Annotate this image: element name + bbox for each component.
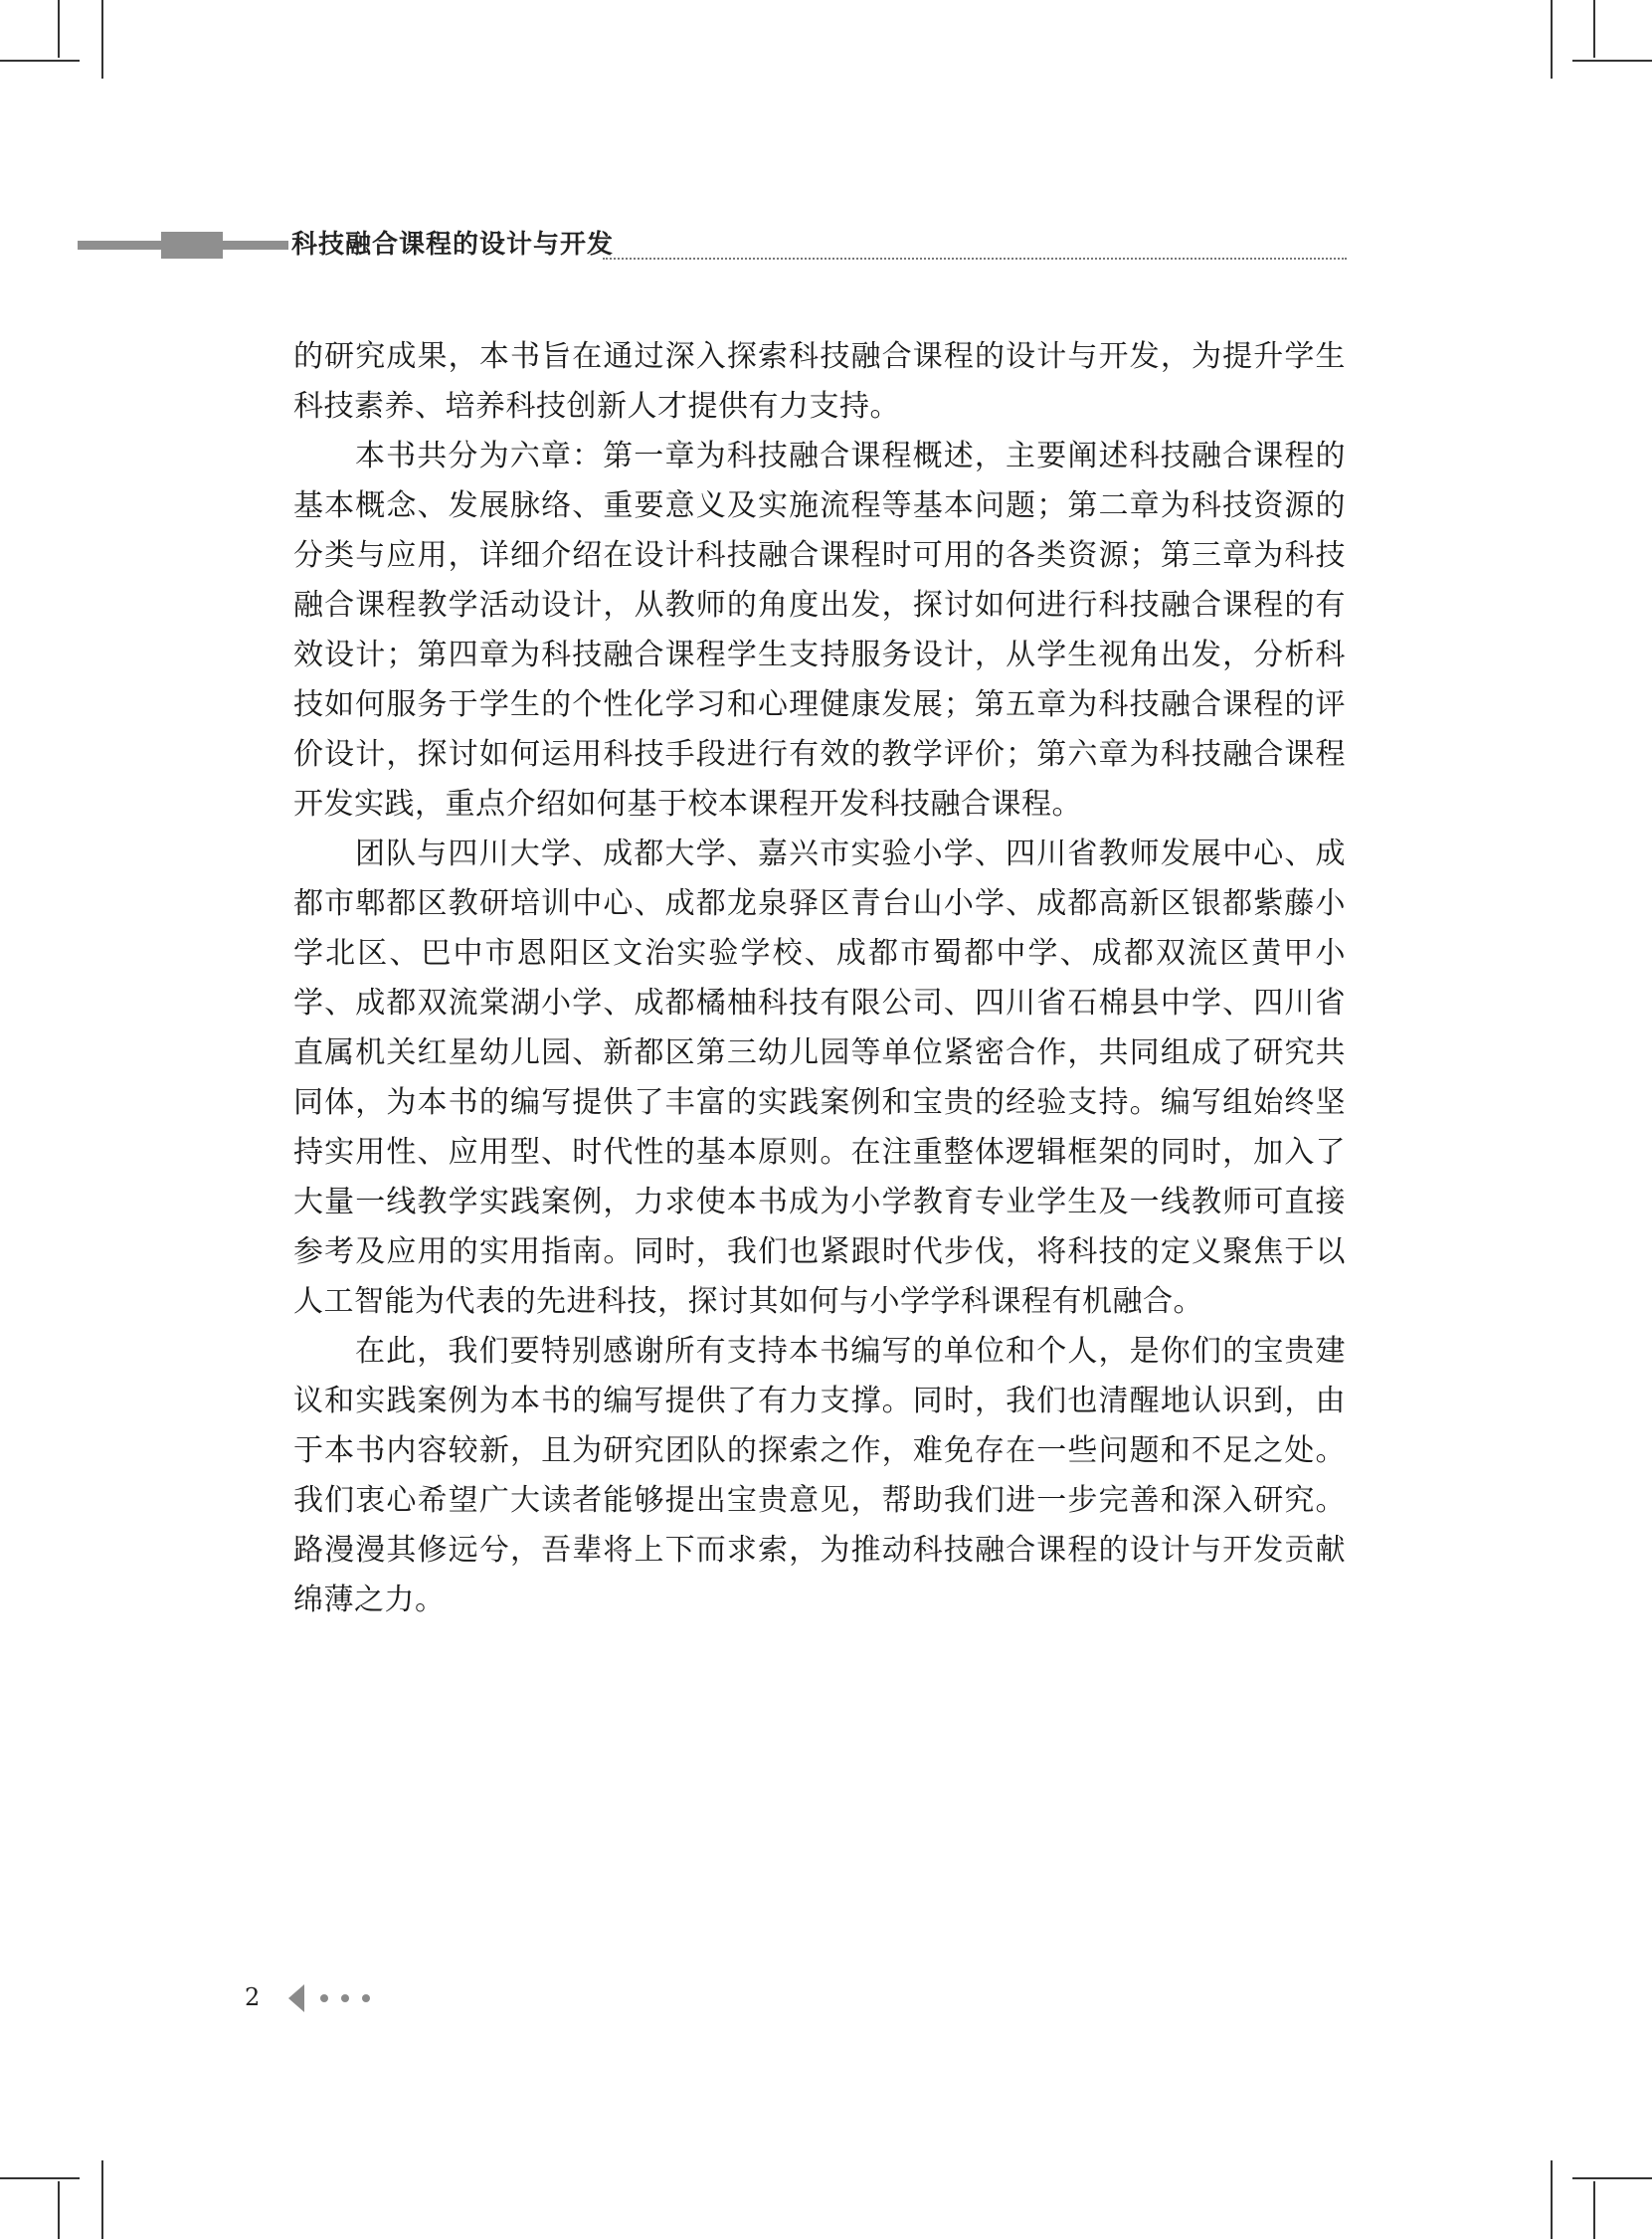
paragraph: 在此，我们要特别感谢所有支持本书编写的单位和个人，是你们的宝贵建议和实践案例为本书的编写提供了有力支撑。同时，我们也清醒地认识到，由于本书内容较新，且为研究团队的探索之作，难免存在一些问题和不足之处。我们衷心希望广大读者能够提出宝贵意见，帮助我们进一步完善和深入研究。路漫漫其修远兮，吾辈将上下而求索，为推动科技融合课程的设计与开发贡献绵薄之力。: [293, 1334, 1346, 1617]
crop-mark: [58, 0, 60, 58]
paragraph: 的研究成果，本书旨在通过深入探索科技融合课程的设计与开发，为提升学生科技素养、培养科技创新人才提供有力支持。: [293, 339, 1346, 424]
page-number: 2: [245, 1983, 261, 2011]
crop-mark: [1551, 2160, 1553, 2239]
header-bar: [223, 241, 288, 250]
crop-mark: [1572, 2177, 1652, 2179]
crop-mark: [0, 2177, 80, 2179]
header-bar-block: [161, 232, 223, 259]
crop-mark: [1593, 0, 1595, 58]
dot-icon: [320, 1994, 328, 2002]
crop-mark: [101, 0, 103, 79]
running-title: 科技融合课程的设计与开发: [291, 230, 615, 260]
triangle-left-icon: [288, 1984, 304, 2012]
dot-icon: [341, 1994, 349, 2002]
crop-mark: [101, 2160, 103, 2239]
dot-icon: [362, 1994, 370, 2002]
paragraph: 本书共分为六章：第一章为科技融合课程概述，主要阐述科技融合课程的基本概念、发展脉络、重要意义及实施流程等基本问题；第二章为科技资源的分类与应用，详细介绍在设计科技融合课程时可用的各类资源；第三章为科技融合课程教学活动设计，从教师的角度出发，探讨如何进行科技融合课程的有效设计；第四章为科技融合课程学生支持服务设计，从学生视角出发，分析科技如何服务于学生的个性化学习和心理健康发展；第五章为科技融合课程的评价设计，探讨如何运用科技手段进行有效的教学评价；第六章为科技融合课程开发实践，重点介绍如何基于校本课程开发科技融合课程。: [293, 439, 1346, 822]
body-text: [293, 332, 1346, 1625]
crop-mark: [1593, 2181, 1595, 2239]
crop-mark: [1551, 0, 1553, 79]
crop-mark: [1572, 60, 1652, 62]
paragraph: 团队与四川大学、成都大学、嘉兴市实验小学、四川省教师发展中心、成都市郫都区教研培训中心、成都龙泉驿区青台山小学、成都高新区银都紫藤小学北区、巴中市恩阳区文治实验学校、成都市蜀都中学、成都双流区黄甲小学、成都双流棠湖小学、成都橘柚科技有限公司、四川省石棉县中学、四川省直属机关红星幼儿园、新都区第三幼儿园等单位紧密合作，共同组成了研究共同体，为本书的编写提供了丰富的实践案例和宝贵的经验支持。编写组始终坚持实用性、应用型、时代性的基本原则。在注重整体逻辑框架的同时，加入了大量一线教学实践案例，力求使本书成为小学教育专业学生及一线教师可直接参考及应用的实用指南。同时，我们也紧跟时代步伐，将科技的定义聚焦于以人工智能为代表的先进科技，探讨其如何与小学学科课程有机融合。: [293, 837, 1346, 1319]
crop-mark: [58, 2181, 60, 2239]
header-dotted-rule: [603, 258, 1347, 260]
header-bar: [78, 241, 161, 250]
crop-mark: [0, 60, 80, 62]
